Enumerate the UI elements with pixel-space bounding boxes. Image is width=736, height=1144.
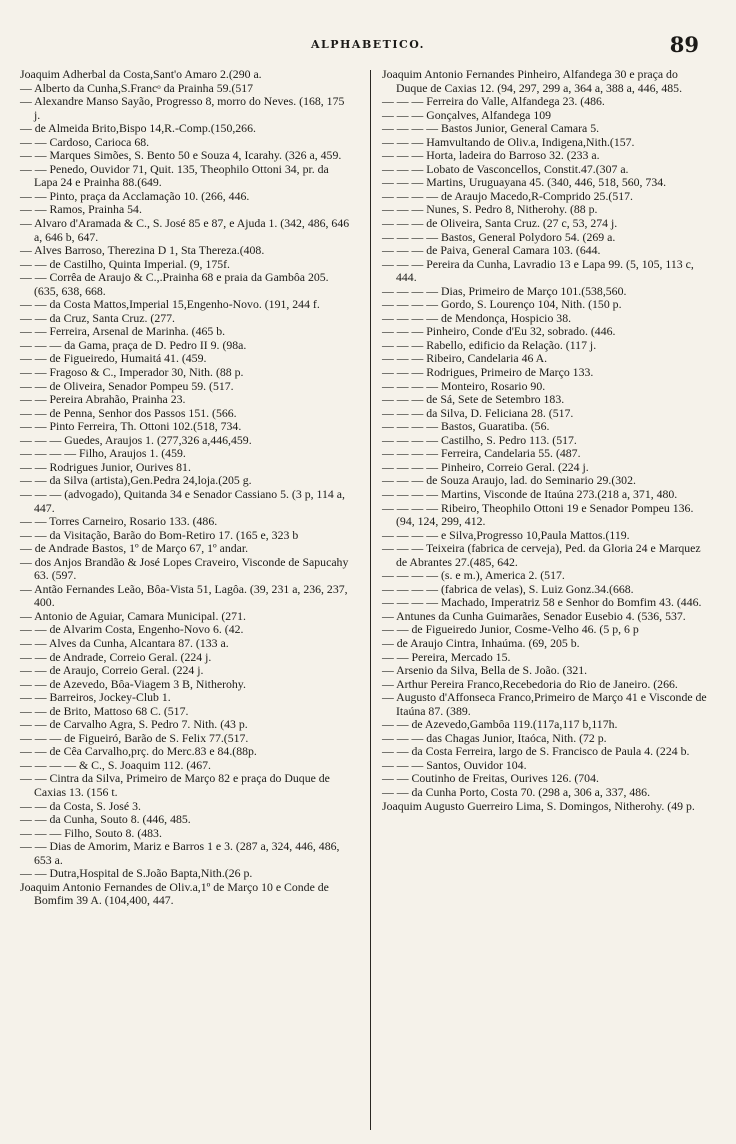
directory-entry: — — — — Monteiro, Rosario 90.: [382, 378, 546, 393]
running-title: ALPHABETICO.: [310, 38, 425, 51]
directory-entry: — — Cardoso, Carioca 68.: [20, 134, 150, 149]
page-header: [0, 22, 736, 57]
directory-entry: — — Pinto Ferreira, Th. Ottoni 102.(518, 734.: [20, 419, 242, 434]
directory-entry: — — da Cruz, Santa Cruz. (277.: [20, 310, 175, 325]
directory-entry: — — Pereira, Mercado 15.: [382, 649, 511, 664]
directory-entry: — — da Costa Ferreira, largo de S. Francisco de Paula 4. (224 b.: [382, 744, 690, 759]
directory-entry: — — — das Chagas Junior, Itaóca, Nith. (72 p.: [382, 730, 607, 745]
page-number: 89: [669, 32, 699, 57]
directory-entry: — — Ramos, Prainha 54.: [20, 202, 142, 217]
directory-entry: — — — — Bastos, Guaratiba. (56.: [382, 419, 550, 434]
directory-entry: — — Coutinho de Freitas, Ourives 126. (704.: [382, 771, 599, 786]
directory-entry: — Alexandre Manso Sayão, Progresso 8, morro do Neves. (168, 175 j.: [20, 94, 345, 122]
directory-entry: — — da Costa Mattos,Imperial 15,Engenho-Novo. (191, 244 f.: [20, 297, 320, 312]
directory-entry: — — Corrêa de Araujo & C.,.Prainha 68 e praia da Gambôa 205. (635, 638, 668.: [20, 270, 329, 298]
directory-entry: — — de Penna, Senhor dos Passos 151. (566.: [20, 405, 237, 420]
directory-entry: Joaquim Antonio Fernandes de Oliv.a,1º de Março 10 e Conde de Bomfim 39 A. (104,400, 447.: [20, 879, 329, 908]
directory-entry: — — — — Martins, Visconde de Itaúna 273.(218 a, 371, 480.: [382, 486, 678, 501]
directory-entry: — de Araujo Cintra, Inhaúma. (69, 205 b.: [382, 635, 580, 650]
directory-entry: — — de Figueiredo, Humaitá 41. (459.: [20, 351, 207, 366]
directory-entry: — — de Brito, Mattoso 68 C. (517.: [20, 703, 189, 718]
directory-entry: — — — — Filho, Araujos 1. (459.: [20, 446, 186, 461]
directory-entry: — — Pereira Abrahão, Prainha 23.: [20, 392, 186, 407]
directory-entry: — — — Lobato de Vasconcellos, Constit.47.(307 a.: [382, 161, 629, 176]
directory-entry: — — — — Gordo, S. Lourenço 104, Nith. (150 p.: [382, 297, 622, 312]
directory-entry: — — — — Bastos Junior, General Camara 5.: [382, 121, 600, 136]
directory-entry: — — — Ribeiro, Candelaria 46 A.: [382, 351, 548, 366]
directory-entry: — Alvaro d'Aramada & C., S. José 85 e 87, e Ajuda 1. (342, 486, 646 a, 646 b, 647.: [20, 216, 350, 244]
directory-entry: — — de Azevedo, Bôa-Viagem 3 B, Nitherohy.: [20, 676, 246, 691]
directory-entry: — — — — de Araujo Macedo,R-Comprido 25.(517.: [382, 188, 633, 203]
directory-entry: — — — Nunes, S. Pedro 8, Nitherohy. (88 p.: [382, 202, 598, 217]
directory-entry: Joaquim Antonio Fernandes Pinheiro, Alfandega 30 e praça do Duque de Caxias 12. (94, 297, 299 a, 364 a, 388 a, 446, 485.: [382, 67, 683, 95]
directory-entry: — — da Visitação, Barão do Bom-Retiro 17. (165 e, 323 b: [20, 527, 299, 542]
column-divider: [370, 70, 371, 1130]
directory-entry: — — — Pereira da Cunha, Lavradio 13 e Lapa 99. (5, 105, 113 c, 444.: [382, 256, 694, 285]
directory-entry: — — — de Paiva, General Camara 103. (644.: [382, 243, 601, 258]
directory-entry: — — — Gonçalves, Alfandega 109: [382, 107, 552, 122]
directory-entry: — — — Filho, Souto 8. (483.: [20, 825, 162, 840]
directory-entry: — — Ferreira, Arsenal de Marinha. (465 b.: [20, 324, 226, 339]
directory-entry: — — — de Souza Araujo, lad. do Seminario 29.(302.: [382, 473, 636, 488]
directory-entry: — — — — (s. e m.), America 2. (517.: [382, 568, 565, 583]
left-column: [20, 68, 350, 908]
directory-entry: Joaquim Augusto Guerreiro Lima, S. Domingos, Nitherohy. (49 p.: [382, 798, 695, 813]
directory-entry: — — Fragoso & C., Imperador 30, Nith. (88 p.: [20, 365, 244, 380]
directory-entry: — — Dutra,Hospital de S.João Bapta,Nith.(26 p.: [20, 866, 253, 881]
directory-entry: — — — (advogado), Quitanda 34 e Senador Cassiano 5. (3 p, 114 a, 447.: [20, 486, 345, 515]
directory-entry: — — de Azevedo,Gambôa 119.(117a,117 b,117h.: [382, 717, 618, 732]
directory-entry: — — Marques Simões, S. Bento 50 e Souza 4, Icarahy. (326 a, 459.: [20, 148, 342, 163]
directory-entry: — — — — Castilho, S. Pedro 113. (517.: [382, 432, 577, 447]
directory-entry: — — — — Bastos, General Polydoro 54. (269 a.: [382, 229, 616, 244]
directory-entry: — — Alves da Cunha, Alcantara 87. (133 a.: [20, 635, 229, 650]
directory-entry: — Arthur Pereira Franco,Recebedoria do Rio de Janeiro. (266.: [382, 676, 678, 691]
directory-entry: — — — Horta, ladeira do Barroso 32. (233 a.: [382, 148, 600, 163]
directory-entry: — — — — Pinheiro, Correio Geral. (224 j.: [382, 459, 589, 474]
directory-entry: — — — da Gama, praça de D. Pedro II 9. (98a.: [20, 337, 247, 352]
directory-entry: — dos Anjos Brandão & José Lopes Craveiro, Visconde de Sapucahy 63. (597.: [20, 554, 349, 583]
directory-entry: — — — de Oliveira, Santa Cruz. (27 c, 53, 274 j.: [382, 216, 618, 231]
directory-entry: — — — da Silva, D. Feliciana 28. (517.: [382, 405, 574, 420]
directory-entry: — — de Cêa Carvalho,prç. do Merc.83 e 84.(88p.: [20, 744, 257, 759]
directory-entry: — — Barreiros, Jockey-Club 1.: [20, 690, 171, 705]
directory-entry: — Alberto da Cunha,S.Francᵒ da Prainha 59.(517: [20, 80, 254, 95]
directory-entry: — — Penedo, Ouvidor 71, Quit. 135, Theophilo Ottoni 34, pr. da Lapa 24 e Prainha 88.(649.: [20, 161, 329, 190]
directory-entry: — — de Araujo, Correio Geral. (224 j.: [20, 663, 204, 678]
directory-entry: — — — — e Silva,Progresso 10,Paula Mattos.(119.: [382, 527, 630, 542]
directory-entry: — — da Cunha, Souto 8. (446, 485.: [20, 812, 191, 827]
directory-entry: — — — Hamvultando de Oliv.a, Indigena,Nith.(157.: [382, 134, 635, 149]
directory-entry: — Alves Barroso, Therezina D 1, Sta Thereza.(408.: [20, 243, 265, 258]
directory-entry: — — — Pinheiro, Conde d'Eu 32, sobrado. (446.: [382, 324, 616, 339]
directory-entry: — — — Santos, Ouvidor 104.: [382, 757, 527, 772]
directory-entry: — — da Costa, S. José 3.: [20, 798, 141, 813]
directory-entry: — — Torres Carneiro, Rosario 133. (486.: [20, 514, 218, 529]
directory-entry: — — Rodrigues Junior, Ourives 81.: [20, 459, 191, 474]
directory-entry: — de Almeida Brito,Bispo 14,R.-Comp.(150,266.: [20, 121, 256, 136]
directory-entry: — — — Rabello, edificio da Relação. (117 j.: [382, 337, 597, 352]
directory-entry: — — — Guedes, Araujos 1. (277,326 a,446,459.: [20, 432, 252, 447]
directory-entry: — — da Silva (artista),Gen.Pedra 24,loja.(205 g.: [20, 473, 252, 488]
directory-entry: — Antonio de Aguiar, Camara Municipal. (271.: [20, 608, 246, 623]
directory-entry: — — Cintra da Silva, Primeiro de Março 82 e praça do Duque de Caxias 13. (156 t.: [20, 771, 330, 799]
directory-entry: — — de Oliveira, Senador Pompeu 59. (517.: [20, 378, 234, 393]
directory-entry: — — — de Figueiró, Barão de S. Felix 77.(517.: [20, 730, 249, 745]
directory-entry: — — Dias de Amorim, Mariz e Barros 1 e 3. (287 a, 324, 446, 486, 653 a.: [20, 839, 340, 867]
directory-entry: — — de Castilho, Quinta Imperial. (9, 175f.: [20, 256, 231, 271]
directory-entry: — — — de Sá, Sete de Setembro 183.: [382, 392, 565, 407]
directory-entry: — Antunes da Cunha Guimarães, Senador Eusebio 4. (536, 537.: [382, 608, 686, 623]
directory-entry: — — — — de Mendonça, Hospicio 38.: [382, 310, 572, 325]
directory-entry: — — — — & C., S. Joaquim 112. (467.: [20, 757, 211, 772]
directory-entry: — de Andrade Bastos, 1º de Março 67, 1º andar.: [20, 541, 249, 556]
directory-entry: — — da Cunha Porto, Costa 70. (298 a, 306 a, 337, 486.: [382, 784, 651, 799]
directory-entry: — — de Alvarim Costa, Engenho-Novo 6. (42.: [20, 622, 244, 637]
directory-entry: — Augusto d'Affonseca Franco,Primeiro de Março 41 e Visconde de Itaúna 87. (389.: [382, 690, 707, 718]
directory-entry: — — — — Machado, Imperatriz 58 e Senhor do Bomfim 43. (446.: [382, 595, 702, 610]
directory-entry: — — — Teixeira (fabrica de cerveja), Ped. da Gloria 24 e Marquez de Abrantes 27.(485, 642.: [382, 541, 701, 569]
directory-entry: — — — — Ferreira, Candelaria 55. (487.: [382, 446, 581, 461]
directory-entry: — Antão Fernandes Leão, Bôa-Vista 51, Lagôa. (39, 231 a, 236, 237, 400.: [20, 581, 348, 610]
directory-entry: — — — Martins, Uruguayana 45. (340, 446, 518, 560, 734.: [382, 175, 667, 190]
right-column: [382, 68, 712, 813]
directory-entry: — — — — Dias, Primeiro de Março 101.(538,560.: [382, 283, 627, 298]
directory-entry: — — de Andrade, Correio Geral. (224 j.: [20, 649, 212, 664]
directory-entry: — — de Carvalho Agra, S. Pedro 7. Nith. (43 p.: [20, 717, 248, 732]
directory-entry: — — — — (fabrica de velas), S. Luiz Gonz.34.(668.: [382, 581, 634, 596]
directory-entry: — — — — Ribeiro, Theophilo Ottoni 19 e Senador Pompeu 136. (94, 124, 299, 412.: [382, 500, 694, 529]
directory-entry: — Arsenio da Silva, Bella de S. João. (321.: [382, 663, 588, 678]
directory-entry: Joaquim Adherbal da Costa,Sant'o Amaro 2.(290 a.: [20, 67, 262, 81]
directory-entry: — — — Ferreira do Valle, Alfandega 23. (486.: [382, 94, 605, 109]
directory-entry: — — de Figueiredo Junior, Cosme-Velho 46. (5 p, 6 p: [382, 622, 639, 637]
directory-entry: — — — Rodrigues, Primeiro de Março 133.: [382, 365, 594, 380]
directory-entry: — — Pinto, praça da Acclamação 10. (266, 446.: [20, 188, 250, 203]
